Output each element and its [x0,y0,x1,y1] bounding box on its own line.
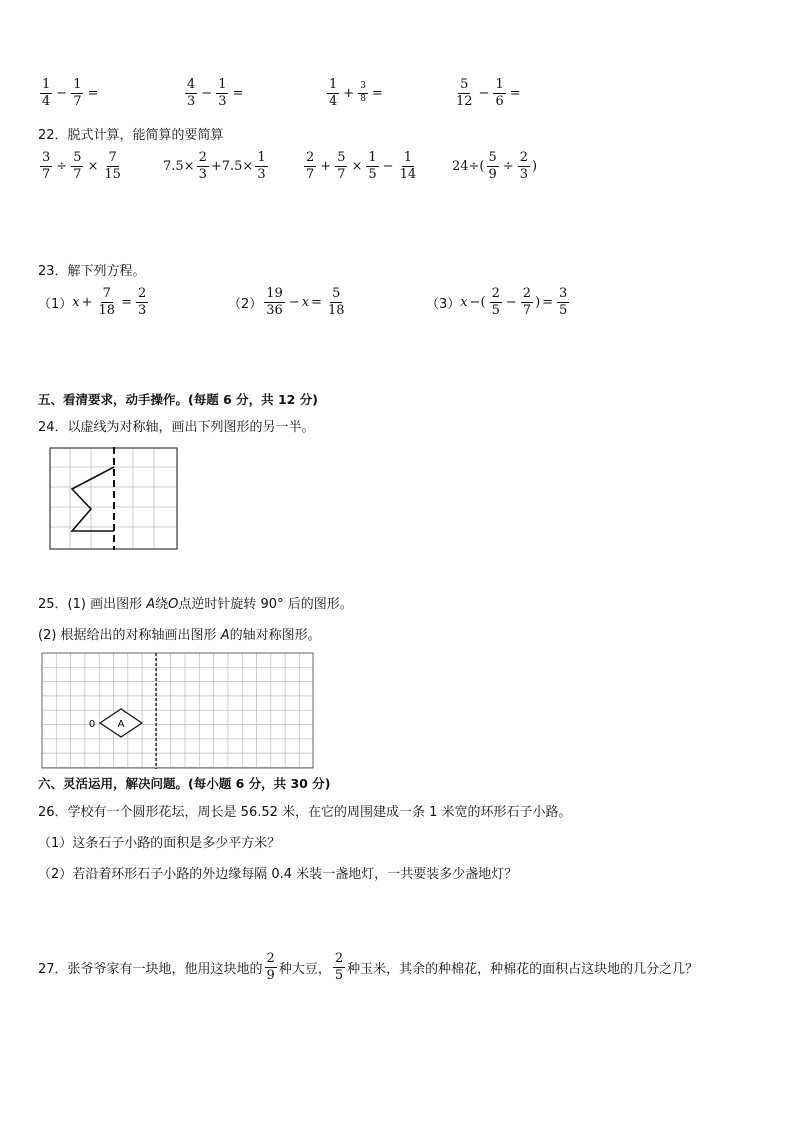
q23-eq-1: （1） x + $\frac{7}{18}$ = $\frac{2}{3}$ [38,286,147,318]
section-6-heading: 六、灵活运用，解决问题。(每小题 6 分，共 30 分) [38,776,331,791]
fraction: $\frac{1}{4}$ [42,77,51,109]
q27: 27．张爷爷家有一块地，他用这块地的 $\frac{2}{9}$ 种大豆， $\frac{2}{5}$ 种玉米，其余的种棉花，种棉花的面积占这块地的几分之几？ [38,951,699,983]
q25-line-1: 25．(1) 画出图形 A绕O点逆时针旋转 90° 后的图形。 [38,597,353,612]
q22-expr-2: 7.5× $\frac{2}{3}$ +7.5× $\frac{1}{3}$ [163,150,266,182]
shape-a-label: A [117,719,125,730]
q23-eq-2: （2） $\frac{19}{36}$ − x = $\frac{5}{18}$ [228,286,345,318]
q26-sub-2: （2）若沿着环形石子小路的外边缘每隔 0.4 米装一盏地灯，一共要装多少盏地灯？ [38,867,518,882]
calc-4: $\frac{5}{12}$ − $\frac{1}{6}$ = [456,77,521,109]
calc-2: $\frac{4}{3}$ − $\frac{1}{3}$ = [187,77,244,109]
half-figure [72,467,114,531]
fraction: $\frac{5}{12}$ [456,77,473,109]
fraction: $\frac{4}{3}$ [187,77,196,109]
fraction: $\frac{1}{4}$ [329,77,338,109]
q25-line-2: (2) 根据给出的对称轴画出图形 A的轴对称图形。 [38,628,321,643]
q25-grid [41,652,315,770]
q24-title: 24．以虚线为对称轴，画出下列图形的另一半。 [38,420,315,435]
q23-title: 23．解下列方程。 [38,264,146,279]
section-5-heading: 五、看清要求，动手操作。(每题 6 分，共 12 分) [38,392,318,407]
calc-1: $\frac{1}{4}$ − $\frac{1}{7}$ = [42,77,99,109]
q22-expr-1: $\frac{3}{7}$ ÷ $\frac{5}{7}$ × $\frac{7}{15}$ [42,150,121,182]
q26-stem: 26．学校有一个圆形花坛，周长是 56.52 米，在它的周围建成一条 1 米宽的环形石子小路。 [38,805,572,820]
fraction: $\frac{1}{6}$ [495,77,504,109]
q22-title: 22．脱式计算，能简算的要简算 [38,128,224,143]
fraction: $\frac{3}{8}$ [360,81,366,104]
point-o-label: 0 [88,719,96,730]
calc-3: $\frac{1}{4}$ + $\frac{3}{8}$ = [329,77,383,109]
q23-eq-3: （3） x −( $\frac{2}{5}$ − $\frac{2}{7}$ ) = $\frac{3}{5}$ [426,286,568,318]
fraction: $\frac{1}{3}$ [218,77,227,109]
q26-sub-1: （1）这条石子小路的面积是多少平方米？ [38,836,281,851]
q22-expr-3: $\frac{2}{7}$ + $\frac{5}{7}$ × $\frac{1}{5}$ − $\frac{1}{14}$ [306,150,417,182]
q22-expr-4: 24÷( $\frac{5}{9}$ ÷ $\frac{2}{3}$ ) [452,150,538,182]
fraction: $\frac{1}{7}$ [73,77,82,109]
q24-grid [49,447,178,550]
q25-grid-lines [42,653,313,769]
